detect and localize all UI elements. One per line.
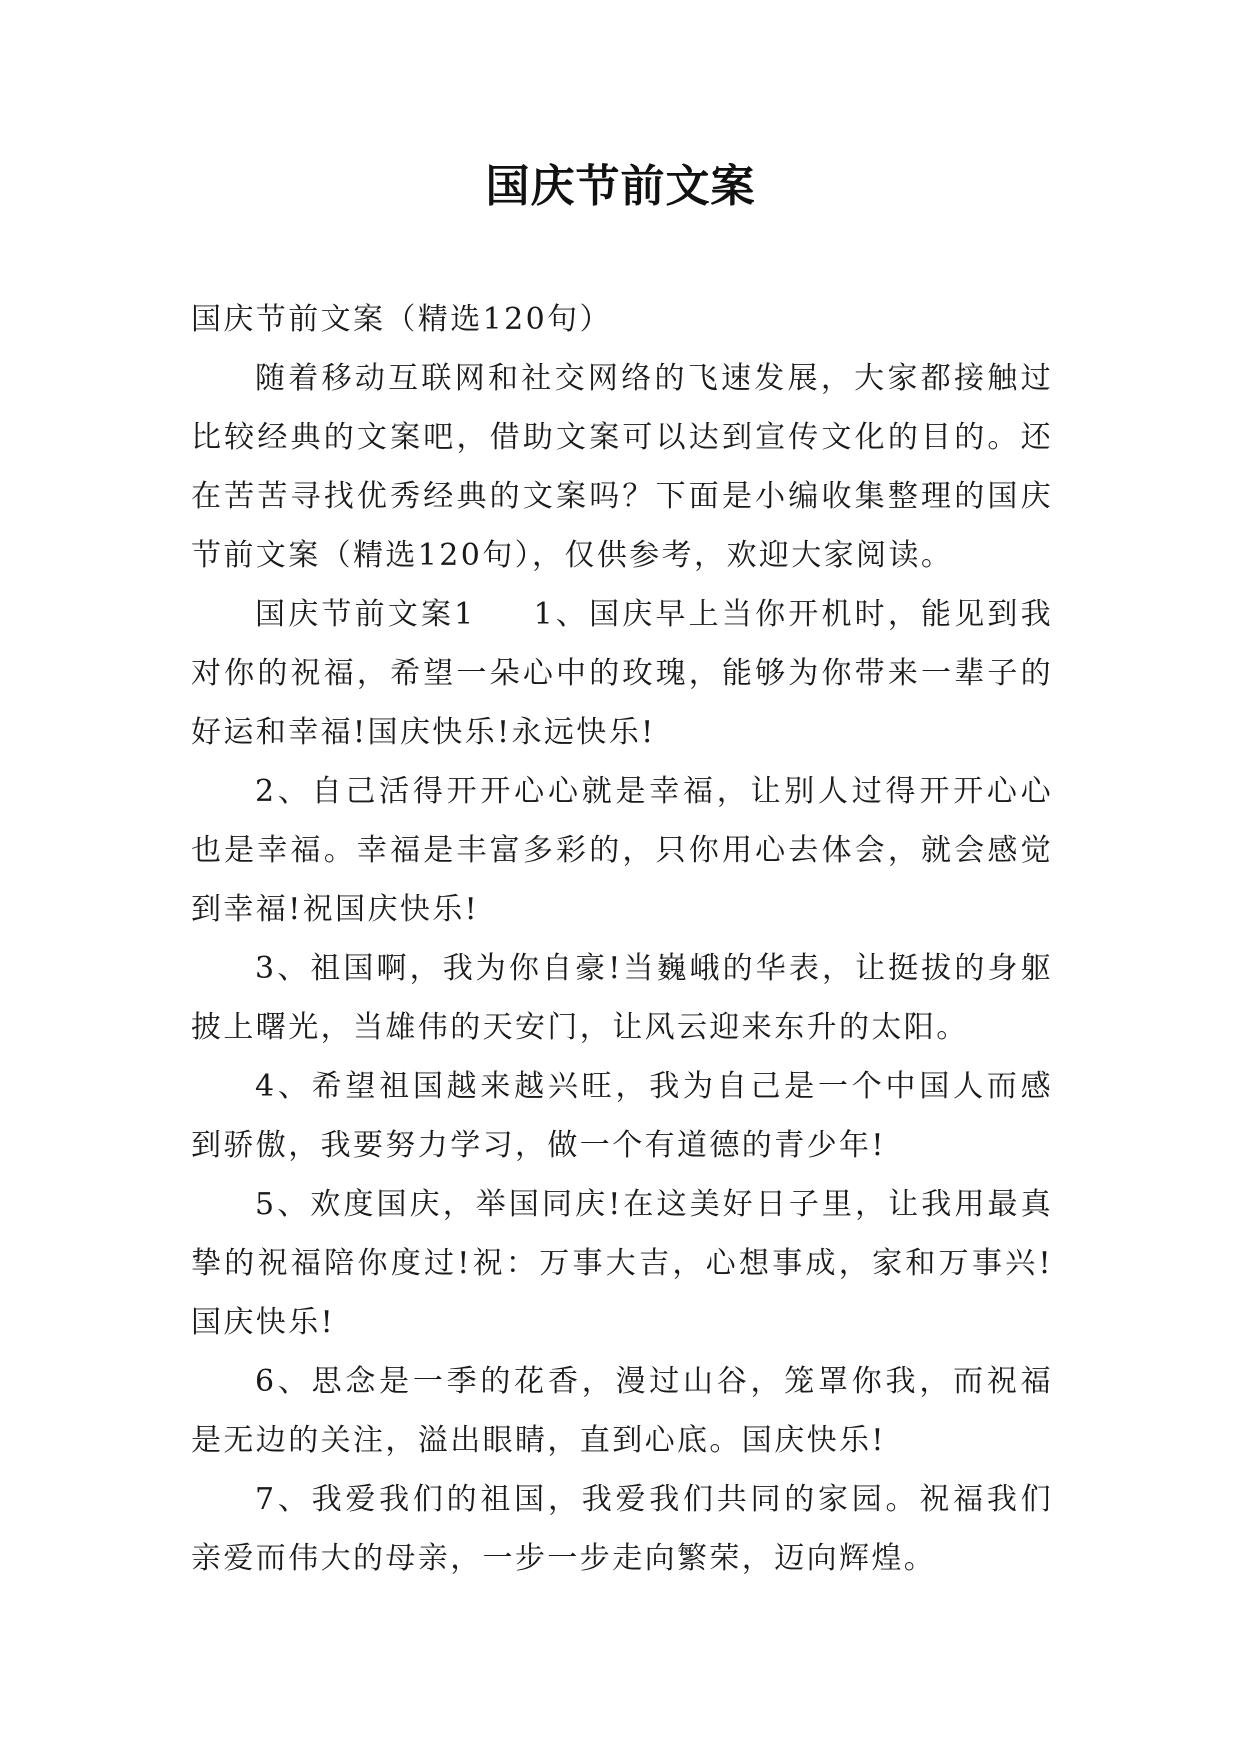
list-item: 1、国庆早上当你开机时，能见到我对你的祝福，希望一朵心中的玫瑰，能够为你带来一辈子的好运和幸福!国庆快乐!永远快乐! bbox=[191, 597, 1053, 750]
list-item: 2、自己活得开开心心就是幸福，让别人过得开开心心也是幸福。幸福是丰富多彩的，只你用心去体会，就会感觉到幸福!祝国庆快乐! bbox=[191, 774, 1053, 927]
list-item: 3、祖国啊，我为你自豪!当巍峨的华表，让挺拔的身躯披上曙光，当雄伟的天安门，让风云迎来东升的太阳。 bbox=[191, 951, 1053, 1045]
list-item: 6、思念是一季的花香，漫过山谷，笼罩你我，而祝福是无边的关注，溢出眼睛，直到心底。国庆快乐! bbox=[191, 1364, 1053, 1458]
page-title: 国庆节前文案 bbox=[485, 161, 756, 212]
list-item: 7、我爱我们的祖国，我爱我们共同的家园。祝福我们亲爱而伟大的母亲，一步一步走向繁荣，迈向辉煌。 bbox=[191, 1482, 1053, 1576]
list-item: 5、欢度国庆，举国同庆!在这美好日子里，让我用最真挚的祝福陪你度过!祝：万事大吉，心想事成，家和万事兴!国庆快乐! bbox=[191, 1187, 1053, 1340]
section-paragraph bbox=[191, 585, 1053, 762]
section-heading: 国庆节前文案1 bbox=[255, 597, 476, 632]
intro-paragraph: 随着移动互联网和社交网络的飞速发展，大家都接触过比较经典的文案吧，借助文案可以达到宣传文化的目的。还在苦苦寻找优秀经典的文案吗？下面是小编收集整理的国庆节前文案（精选120句），仅供参考，欢迎大家阅读。 bbox=[191, 361, 1053, 573]
document-subtitle: 国庆节前文案（精选120句） bbox=[191, 302, 612, 337]
document-body bbox=[191, 290, 1053, 1588]
list-item: 4、希望祖国越来越兴旺，我为自己是一个中国人而感到骄傲，我要努力学习，做一个有道德的青少年! bbox=[191, 1069, 1053, 1163]
